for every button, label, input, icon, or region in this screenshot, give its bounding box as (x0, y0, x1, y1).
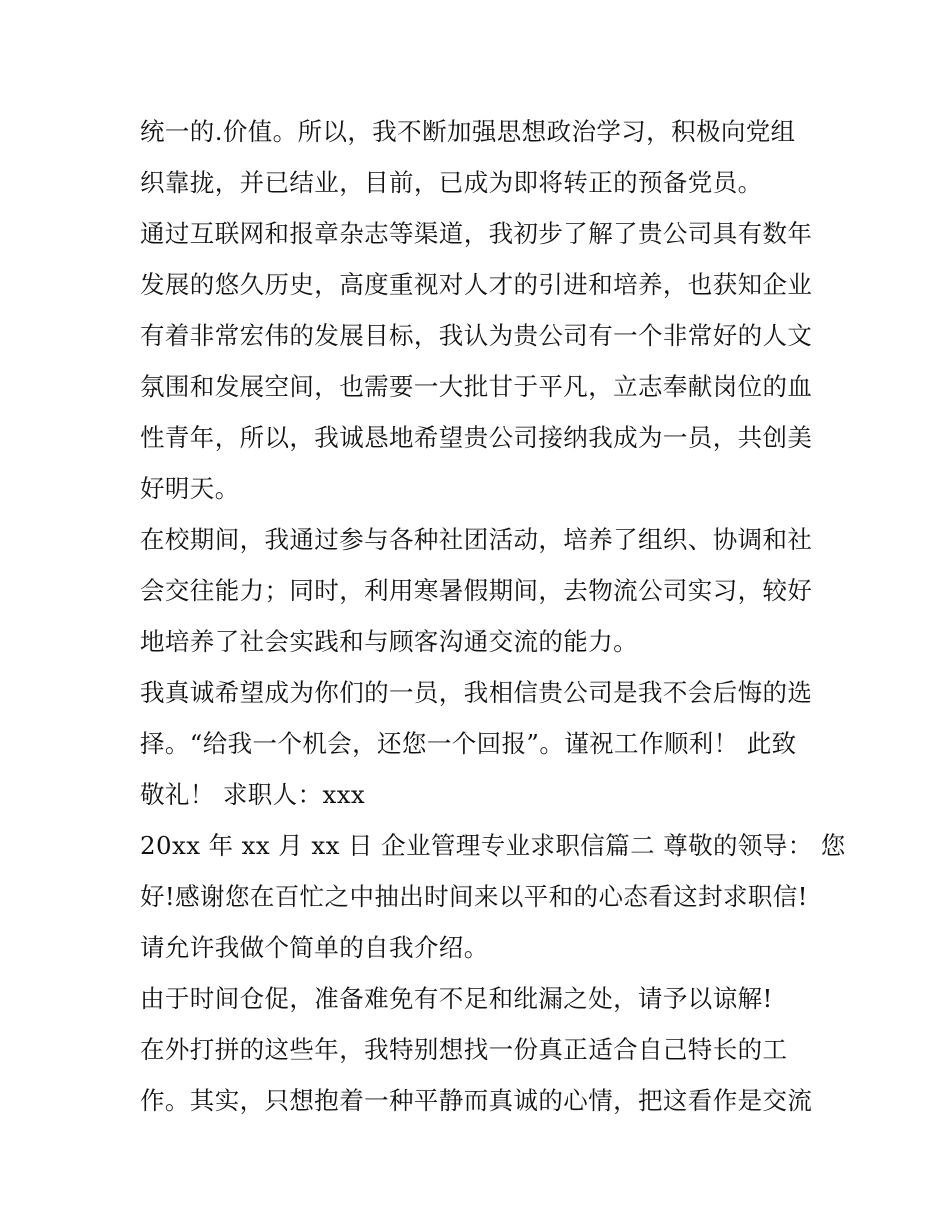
text-line: 请允许我做个简单的自我介绍。 (140, 933, 489, 962)
document-body (140, 106, 846, 1126)
text-line: 织靠拢，并已结业，目前，已成为即将转正的预备党员。 (140, 168, 763, 197)
text-line: 在校期间，我通过参与各种社团活动，培养了组织、协调和社 (140, 525, 813, 554)
text-line: 通过互联网和报章杂志等渠道，我初步了解了贵公司具有数年 (140, 219, 813, 248)
text-line: 作。其实，只想抱着一种平静而真诚的心情，把这看作是交流 (140, 1086, 813, 1115)
text-line: 20xx 年 xx 月 xx 日 企业管理专业求职信篇二 尊敬的领导： 您 (140, 831, 846, 860)
text-line: 由于时间仓促，准备难免有不足和纰漏之处，请予以谅解! (140, 984, 773, 1013)
text-line: 有着非常宏伟的发展目标，我认为贵公司有一个非常好的人文 (140, 321, 813, 350)
text-line: 我真诚希望成为你们的一员，我相信贵公司是我不会后悔的选 (140, 678, 813, 707)
text-line: 会交往能力；同时，利用寒暑假期间，去物流公司实习，较好 (140, 576, 813, 605)
text-line: 择。“给我一个机会，还您一个回报”。谨祝工作顺利！ 此致 (140, 729, 797, 758)
text-line: 统一的.价值。所以，我不断加强思想政治学习，积极向党组 (140, 117, 796, 146)
text-line: 发展的悠久历史，高度重视对人才的引进和培养，也获知企业 (140, 270, 813, 299)
text-line: 好明天。 (140, 474, 240, 503)
text-line: 地培养了社会实践和与顾客沟通交流的能力。 (140, 627, 638, 656)
text-line: 在外打拼的这些年，我特别想找一份真正适合自己特长的工 (140, 1035, 788, 1064)
text-line: 性青年，所以，我诚恳地希望贵公司接纳我成为一员，共创美 (140, 423, 813, 452)
text-line: 敬礼！ 求职人：xxx (140, 780, 366, 809)
text-line: 氛围和发展空间，也需要一大批甘于平凡，立志奉献岗位的血 (140, 372, 813, 401)
text-line: 好!感谢您在百忙之中抽出时间来以平和的心态看这封求职信! (140, 882, 808, 911)
